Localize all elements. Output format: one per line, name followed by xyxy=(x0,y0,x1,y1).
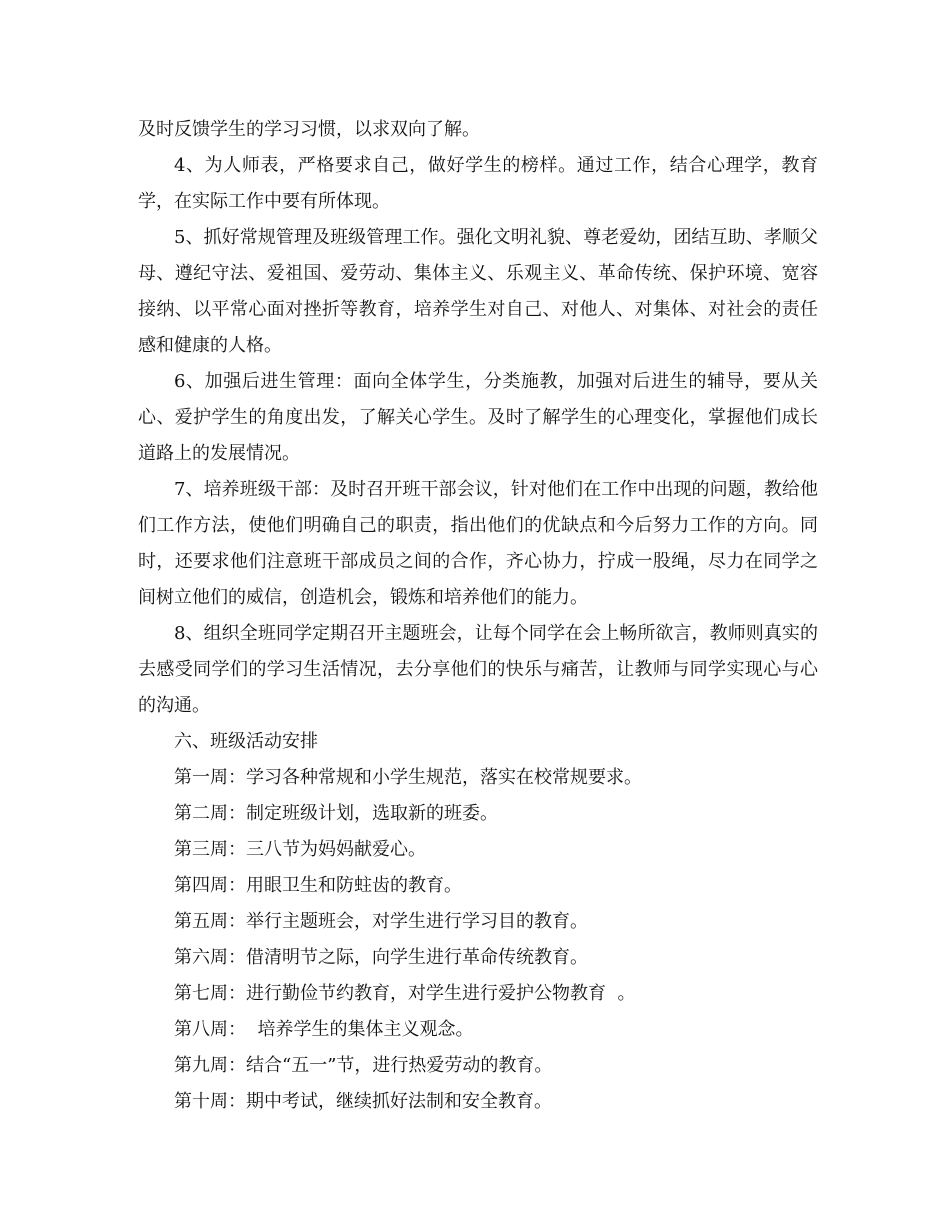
schedule-week-9: 第九周：结合“五一”节，进行热爱劳动的教育。 xyxy=(174,1055,553,1076)
paragraph-item-7: 7、培养班级干部：及时召开班干部会议，针对他们在工作中出现的问题，教给他们工作方法，使他们明确自己的职责，指出他们的优缺点和今后努力工作的方向。同时，还要求他们注意班干部成员之间的合作，齐心协力，拧成一股绳，尽力在同学之间树立他们的威信，创造机会，锻炼和培养他们的能力。 xyxy=(138,479,818,608)
schedule-week-10: 第十周：期中考试，继续抓好法制和安全教育。 xyxy=(174,1091,552,1112)
schedule-week-5: 第五周：举行主题班会，对学生进行学习目的教育。 xyxy=(174,911,588,932)
schedule-week-1: 第一周：学习各种常规和小学生规范，落实在校常规要求。 xyxy=(174,767,642,788)
schedule-week-3: 第三周：三八节为妈妈献爱心。 xyxy=(174,839,426,860)
paragraph-item-5: 5、抓好常规管理及班级管理工作。强化文明礼貌、尊老爱幼，团结互助、孝顺父母、遵纪守法、爱祖国、爱劳动、集体主义、乐观主义、革命传统、保护环境、宽容接纳、以平常心面对挫折等教育，培养学生对自己、对他人、对集体、对社会的责任感和健康的人格。 xyxy=(138,227,818,356)
continuation-text: 及时反馈学生的学习习惯，以求双向了解。 xyxy=(138,119,480,140)
schedule-week-7: 第七周：进行勤俭节约教育，对学生进行爱护公物教育 。 xyxy=(174,983,636,1004)
paragraph-item-4: 4、为人师表，严格要求自己，做好学生的榜样。通过工作，结合心理学，教育学，在实际工作中要有所体现。 xyxy=(138,155,818,212)
schedule-week-8: 第八周： 培养学生的集体主义观念。 xyxy=(174,1019,474,1040)
paragraph-item-6: 6、加强后进生管理：面向全体学生，分类施教，加强对后进生的辅导，要从关心、爱护学生的角度出发，了解关心学生。及时了解学生的心理变化，掌握他们成长道路上的发展情况。 xyxy=(138,371,818,464)
schedule-week-6: 第六周：借清明节之际，向学生进行革命传统教育。 xyxy=(174,947,588,968)
document-body xyxy=(138,112,818,1120)
section-heading: 六、班级活动安排 xyxy=(174,731,318,752)
schedule-week-4: 第四周：用眼卫生和防蛀齿的教育。 xyxy=(174,875,462,896)
paragraph-item-8: 8、组织全班同学定期召开主题班会，让每个同学在会上畅所欲言，教师则真实的去感受同学们的学习生活情况，去分享他们的快乐与痛苦，让教师与同学实现心与心的沟通。 xyxy=(138,623,818,716)
schedule-week-2: 第二周：制定班级计划，选取新的班委。 xyxy=(174,803,498,824)
